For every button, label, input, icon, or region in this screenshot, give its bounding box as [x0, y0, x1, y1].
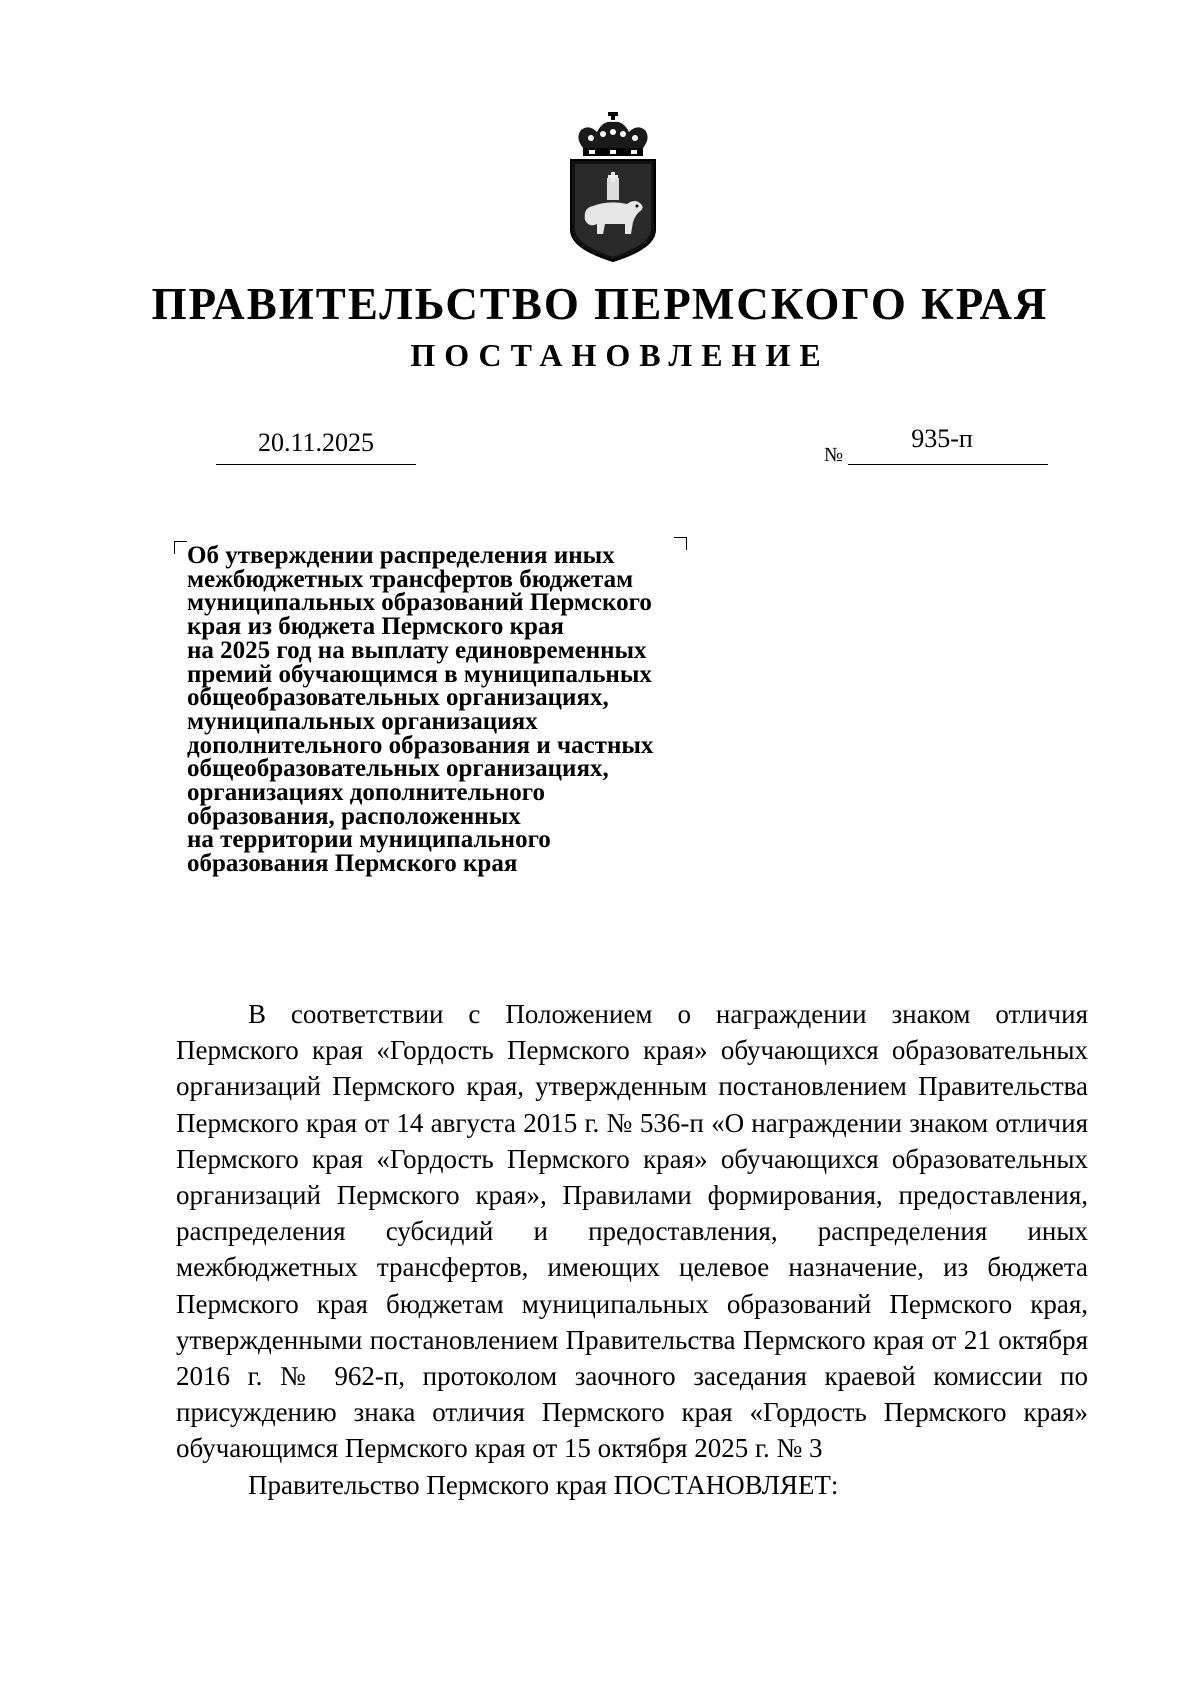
number-sign: № — [824, 444, 844, 466]
document-body — [176, 996, 1088, 1503]
heading-corner-left — [174, 541, 187, 554]
heading-line: на 2025 год на выплату единовременных — [187, 636, 647, 664]
heading-line: муниципальных организациях — [187, 707, 538, 735]
government-title: ПРАВИТЕЛЬСТВО ПЕРМСКОГО КРАЯ — [151, 279, 1049, 329]
heading-line: образования Пермского края — [187, 850, 518, 878]
document-date: 20.11.2025 — [216, 428, 416, 465]
heading-line: дополнительного образования и частных — [187, 731, 654, 759]
heading-line: образования, расположенных — [187, 802, 521, 830]
heading-line: на территории муниципального — [187, 826, 551, 854]
heading-line: муниципальных образований Пермского — [187, 589, 652, 617]
heading-line: края из бюджета Пермского края — [187, 613, 564, 641]
document-number: 935-п — [911, 424, 973, 453]
heading-line: Об утверждении распределения иных — [187, 542, 615, 569]
heading-line: общеобразовательных организациях, — [187, 755, 609, 783]
heading-line: общеобразовательных организациях, — [187, 684, 609, 712]
document-type: ПОСТАНОВЛЕНИЕ — [410, 337, 830, 373]
heading-line: межбюджетных трансфертов бюджетам — [187, 565, 634, 593]
resolution-line: Правительство Пермского края ПОСТАНОВЛЯЕТ: — [248, 1469, 839, 1500]
heading-line: премий обучающимся в муниципальных — [187, 660, 652, 688]
coat-of-arms-icon — [569, 112, 657, 262]
heading-line: организациях дополнительного — [187, 779, 546, 807]
crown-icon — [578, 112, 647, 156]
document-number-field — [848, 424, 1048, 465]
document-heading — [187, 544, 747, 876]
preamble-paragraph: В соответствии с Положением о награждении знаком отличия Пермского края «Гордость Пермского края» обучающихся образовательных организаций Пермского края, утвержденным постановлением Правительства Пермского края от 14 августа 2015 г. № 536-п «О награждении знаком отличия Пермского края «Гордость Пермского края» обучающихся образовательных организаций Пермского края», Правилами формирования, предоставления, распределения субсидий и предоставления, распределения иных межбюджетных трансфертов, имеющих целевое назначение, из бюджета Пермского края бюджетам муниципальных образований Пермского края, утвержденными постановлением Правительства Пермского края от 21 октября 2016 г. № 962-п, протоколом заочного заседания краевой комиссии по присуждению знака отличия Пермского края «Гордость Пермского края» обучающимся Пермского края от 15 октября 2025 г. № 3 — [176, 999, 1088, 1464]
